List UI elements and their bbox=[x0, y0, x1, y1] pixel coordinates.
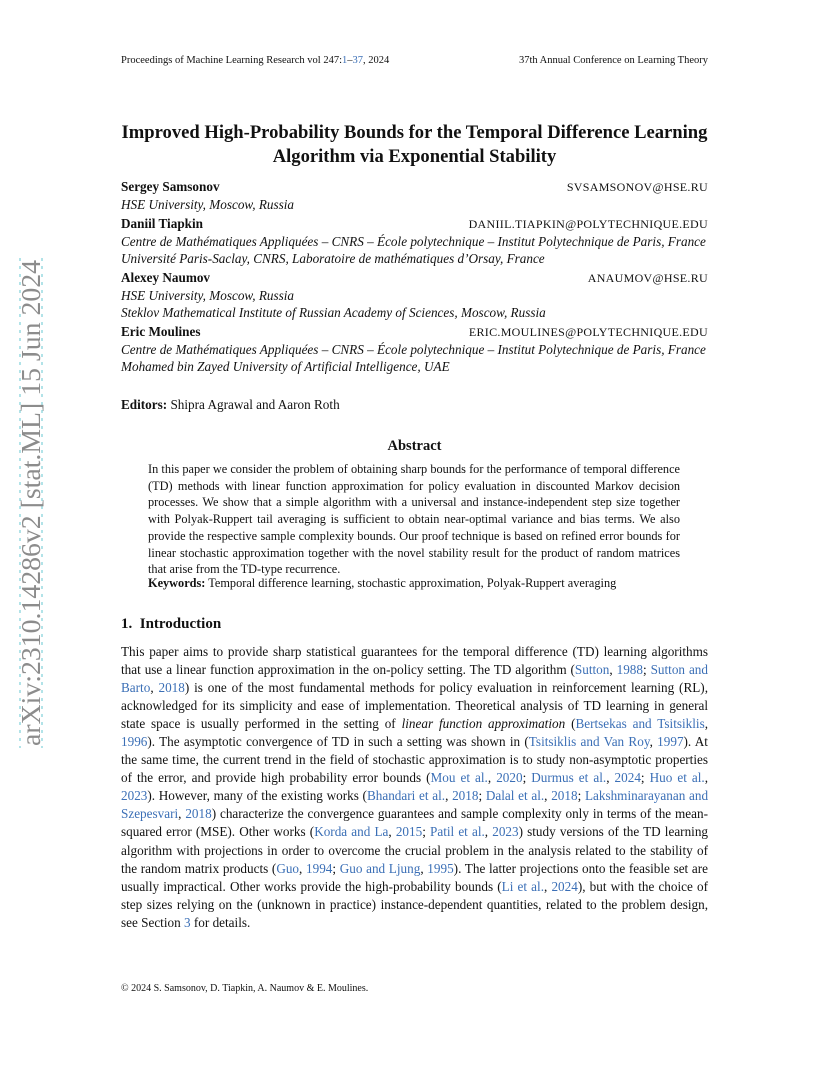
citation-link[interactable]: Durmus et al. bbox=[531, 770, 607, 786]
citation-link[interactable]: 1995 bbox=[427, 860, 454, 876]
paragraph-text: ( bbox=[565, 716, 576, 732]
author-email[interactable]: ERIC.MOULINES@POLYTECHNIQUE.EDU bbox=[468, 325, 708, 339]
citation-link[interactable]: 2020 bbox=[496, 770, 523, 786]
citation-link[interactable]: Lakshminarayanan and Szepesvari bbox=[121, 788, 709, 822]
citation-link[interactable]: Bertsekas and Tsitsiklis bbox=[575, 716, 705, 732]
citation-link[interactable]: 2023 bbox=[492, 824, 519, 840]
paragraph-text: ; bbox=[640, 770, 650, 786]
paragraph-text: , bbox=[178, 806, 186, 822]
paragraph-text: , bbox=[484, 824, 493, 840]
citation-link[interactable]: 3 bbox=[184, 914, 191, 930]
paragraph-text: , bbox=[704, 716, 709, 732]
paragraph-text: , bbox=[388, 824, 396, 840]
author-affiliation: Centre de Mathématiques Appliquées – CNRS – École polytechnique – Institut Polytechnique de Paris, France bbox=[121, 234, 706, 249]
paragraph-text: ). The asymptotic convergence of TD in such a setting was shown in ( bbox=[147, 734, 529, 750]
author-affiliation: Centre de Mathématiques Appliquées – CNRS – École polytechnique – Institut Polytechnique de Paris, France bbox=[121, 342, 706, 357]
author-block bbox=[121, 269, 708, 321]
paragraph-text: ). The latter projections onto the feasible set are usually impractical. Other works provide the high-probability bounds ( bbox=[121, 860, 708, 894]
paragraph-text: ), but with the choice of step sizes relying on the (unknown in practice) instance-dependent quantities, related to the problem design, see Section bbox=[121, 878, 708, 930]
citation-link[interactable]: 1996 bbox=[121, 734, 148, 750]
copyright-notice: © 2024 S. Samsonov, D. Tiapkin, A. Naumov & E. Moulines. bbox=[121, 983, 369, 994]
citation-link[interactable]: 2018 bbox=[185, 806, 212, 822]
paper-title: Improved High-Probability Bounds for the Temporal Difference Learning Algorithm via Exponential Stability bbox=[121, 122, 708, 167]
paragraph-text: , bbox=[609, 662, 617, 678]
abstract-text: In this paper we consider the problem of obtaining sharp bounds for the performance of temporal difference (TD) methods with linear function approximation for policy evaluation in discounted Markov decision processes. We show that a simple algorithm with a universal and instance-independent step size together with Polyak-Ruppert tail averaging is sufficient to obtain near-optimal variance and bias terms. We also provide the respective sample complexity bounds. Our proof technique is based on refined error bounds for linear stochastic approximation together with the novel stability result for the product of random matrices that arise from the TD-type recurrence. bbox=[148, 462, 680, 577]
paragraph-text: ). At the same time, the current trend in the field of stochastic approximation is to study non-asymptotic properties of the error, and provide high probability error bounds ( bbox=[121, 734, 708, 786]
keywords-line bbox=[148, 576, 688, 591]
section-heading bbox=[121, 616, 221, 633]
author-affiliation: Mohamed bin Zayed University of Artificial Intelligence, UAE bbox=[121, 359, 450, 374]
section-title: Introduction bbox=[139, 616, 222, 632]
conference-name: 37th Annual Conference on Learning Theory bbox=[518, 55, 708, 66]
citation-link[interactable]: 2023 bbox=[121, 788, 148, 804]
citation-link[interactable]: 2024 bbox=[614, 770, 641, 786]
paragraph-text: , bbox=[544, 788, 552, 804]
author-affiliation: HSE University, Moscow, Russia bbox=[121, 288, 295, 303]
author-list bbox=[121, 178, 708, 377]
pages-start-link[interactable]: 1 bbox=[342, 55, 348, 66]
paragraph-text: , bbox=[420, 860, 428, 876]
citation-link[interactable]: 1994 bbox=[306, 860, 333, 876]
paragraph-text: ; bbox=[522, 770, 532, 786]
arxiv-identifier: arXiv:2310.14286v2 [stat.ML] 15 Jun 2024 bbox=[16, 273, 46, 746]
paragraph-text: , bbox=[606, 770, 615, 786]
author-block bbox=[121, 215, 708, 267]
author-email[interactable]: SVSAMSONOV@HSE.RU bbox=[566, 180, 708, 194]
paragraph-text: ). However, many of the existing works ( bbox=[147, 788, 367, 804]
author-affiliation: Steklov Mathematical Institute of Russian Academy of Sciences, Moscow, Russia bbox=[121, 305, 546, 320]
paragraph-text: , bbox=[487, 770, 497, 786]
author-affiliation: Université Paris-Saclay, CNRS, Laboratoire de mathématiques d’Orsay, France bbox=[121, 251, 545, 266]
paragraph-text: ) is one of the most fundamental methods for policy evaluation in reinforcement learning (RL), acknowledged for its simplicity and ease of implementation. Theoretical analysis of TD learning in general state space is usually performed in the setting of bbox=[121, 680, 708, 732]
editors-line bbox=[121, 397, 340, 413]
citation-link[interactable]: 1997 bbox=[657, 734, 684, 750]
citation-link[interactable]: Mou et al. bbox=[430, 770, 488, 786]
author-name: Daniil Tiapkin bbox=[121, 216, 203, 231]
paragraph-text: for details. bbox=[190, 914, 251, 930]
author-block bbox=[121, 323, 708, 375]
citation-link[interactable]: Bhandari et al. bbox=[366, 788, 446, 804]
paragraph-text: ) study versions of the TD learning algorithm with projections in order to overcome the crucial problem in the analysis related to the stability of the random matrix products ( bbox=[121, 824, 709, 876]
author-block bbox=[121, 178, 708, 213]
author-name: Eric Moulines bbox=[121, 324, 201, 339]
introduction-paragraph bbox=[121, 643, 708, 932]
author-name: Sergey Samsonov bbox=[121, 179, 220, 194]
keywords-text: Temporal difference learning, stochastic approximation, Polyak-Ruppert averaging bbox=[208, 576, 617, 590]
paragraph-text: , bbox=[649, 734, 658, 750]
citation-link[interactable]: 2024 bbox=[551, 878, 578, 894]
abstract-heading: Abstract bbox=[387, 438, 442, 454]
citation-link[interactable]: Korda and La bbox=[314, 824, 389, 840]
author-affiliation: HSE University, Moscow, Russia bbox=[121, 197, 295, 212]
paragraph-text: , bbox=[445, 788, 453, 804]
author-email[interactable]: ANAUMOV@HSE.RU bbox=[587, 271, 708, 285]
pages-end-link[interactable]: 37 bbox=[352, 55, 364, 66]
citation-link[interactable]: Patil et al. bbox=[430, 824, 485, 840]
citation-link[interactable]: 2018 bbox=[551, 788, 578, 804]
citation-link[interactable]: Guo bbox=[276, 860, 300, 876]
paragraph-text: , bbox=[544, 878, 552, 894]
citation-link[interactable]: Sutton bbox=[574, 662, 610, 678]
author-name: Alexey Naumov bbox=[121, 270, 211, 285]
emphasized-text: linear function approximation bbox=[401, 716, 566, 732]
paragraph-text: ; bbox=[332, 860, 340, 876]
paragraph-text: , bbox=[299, 860, 306, 876]
citation-link[interactable]: 2015 bbox=[395, 824, 423, 840]
paragraph-text: ; bbox=[422, 824, 430, 840]
citation-link[interactable]: Sutton and Barto bbox=[121, 662, 708, 696]
paragraph-text: , bbox=[150, 680, 159, 696]
section-number: 1. bbox=[121, 616, 133, 632]
editors-names: Shipra Agrawal and Aaron Roth bbox=[170, 397, 340, 412]
paragraph-text: ) characterize the convergence guarantees and sample complexity only in terms of the mean-squared error (MSE). Other works ( bbox=[121, 806, 708, 840]
citation-link[interactable]: 1988 bbox=[616, 662, 643, 678]
citation-link[interactable]: Dalal et al. bbox=[485, 788, 545, 804]
citation-link[interactable]: Li et al. bbox=[501, 878, 544, 894]
citation-link[interactable]: Tsitsiklis and Van Roy bbox=[528, 734, 650, 750]
paragraph-text: ; bbox=[642, 662, 651, 678]
paragraph-text: ; bbox=[478, 788, 486, 804]
citation-link[interactable]: 2018 bbox=[158, 680, 185, 696]
editors-label: Editors: bbox=[121, 397, 168, 412]
author-email[interactable]: DANIIL.TIAPKIN@POLYTECHNIQUE.EDU bbox=[468, 217, 708, 231]
running-header bbox=[121, 55, 708, 66]
citation-link[interactable]: 2018 bbox=[452, 788, 479, 804]
paragraph-text: This paper aims to provide sharp statistical guarantees for the temporal difference (TD) learning algorithms that use a linear function approximation in the on-policy setting. The TD algorithm ( bbox=[121, 644, 708, 678]
proceedings-info: Proceedings of Machine Learning Research vol 247:1–37, 2024 bbox=[121, 55, 390, 66]
citation-link[interactable]: Huo et al. bbox=[649, 770, 705, 786]
arxiv-stamp bbox=[14, 258, 48, 748]
paragraph-text: , bbox=[704, 770, 709, 786]
keywords-label: Keywords: bbox=[148, 576, 206, 590]
paragraph-text: ; bbox=[577, 788, 585, 804]
citation-link[interactable]: Guo and Ljung bbox=[339, 860, 421, 876]
